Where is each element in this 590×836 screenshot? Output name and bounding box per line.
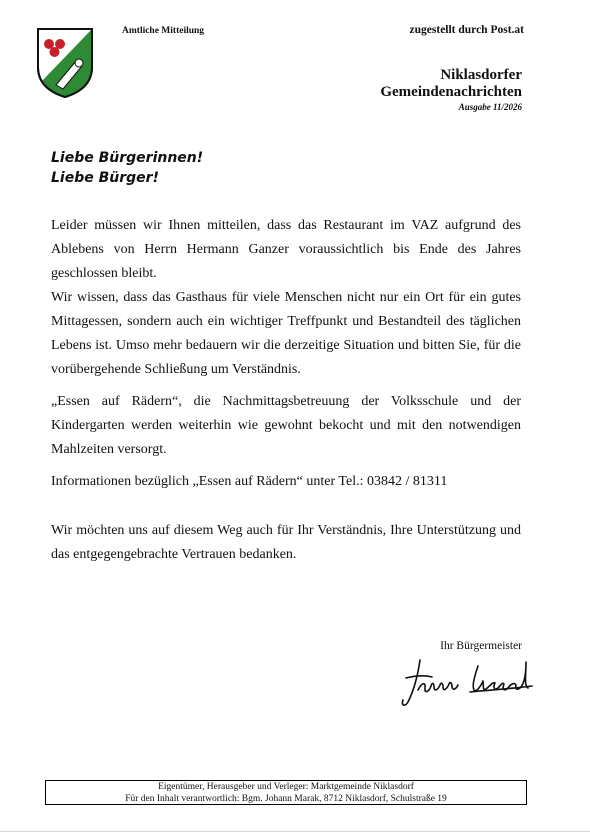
paragraph-importance: Wir wissen, dass das Gasthaus für viele Menschen nicht nur ein Ort für ein gutes Mittagessen, sondern auch ein wichtiger Treffpunkt und Bestandteil des täglichen Lebens ist. Umso mehr bedauern wir die derzeitige Situation und bitten Sie, für die vorübergehende Schließung um Verständnis. <box>51 290 521 377</box>
footer-owner-line: Eigentümer, Herausgeber und Verleger: Marktgemeinde Niklasdorf <box>158 782 414 792</box>
coat-of-arms-icon <box>36 27 94 99</box>
signature-icon <box>398 656 536 710</box>
page-divider <box>0 831 590 832</box>
masthead <box>380 67 522 112</box>
paragraph-contact-info: Informationen bezüglich „Essen auf Rädern“ unter Tel.: 03842 / 81311 <box>51 474 448 489</box>
letter-body <box>51 214 521 567</box>
official-notice-label: Amtliche Mitteilung <box>122 26 205 36</box>
greeting-line1: Liebe Bürgerinnen! <box>51 150 204 166</box>
greeting-line2: Liebe Bürger! <box>51 170 159 186</box>
paragraph-thanks: Wir möchten uns auf diesem Weg auch für Ihr Verständnis, Ihre Unterstützung und das entgegengebrachte Vertrauen bedanken. <box>51 523 521 562</box>
delivery-note: zugestellt durch Post.at <box>409 24 524 36</box>
paragraph-meals-continue: „Essen auf Rädern“, die Nachmittagsbetreuung der Volksschule und der Kindergarten werden weiterhin wie gewohnt bekocht und mit den notwendigen Mahlzeiten versorgt. <box>51 394 521 457</box>
greeting <box>51 148 203 188</box>
publisher-footer <box>45 780 527 805</box>
closing-salutation: Ihr Bürgermeister <box>440 640 522 652</box>
paragraph-closure-notice: Leider müssen wir Ihnen mitteilen, dass das Restaurant im VAZ aufgrund des Ablebens von Herrn Hermann Ganzer voraussichtlich bis Ende des Jahres geschlossen bleibt. <box>51 218 521 281</box>
issue-number: Ausgabe 11/2026 <box>458 102 522 112</box>
footer-responsible-line: Für den Inhalt verantwortlich: Bgm. Johann Marak, 8712 Niklasdorf, Schulstraße 19 <box>125 793 447 804</box>
publication-title-line1: Niklasdorfer <box>440 67 522 83</box>
publication-title-line2: Gemeindenachrichten <box>380 84 522 100</box>
